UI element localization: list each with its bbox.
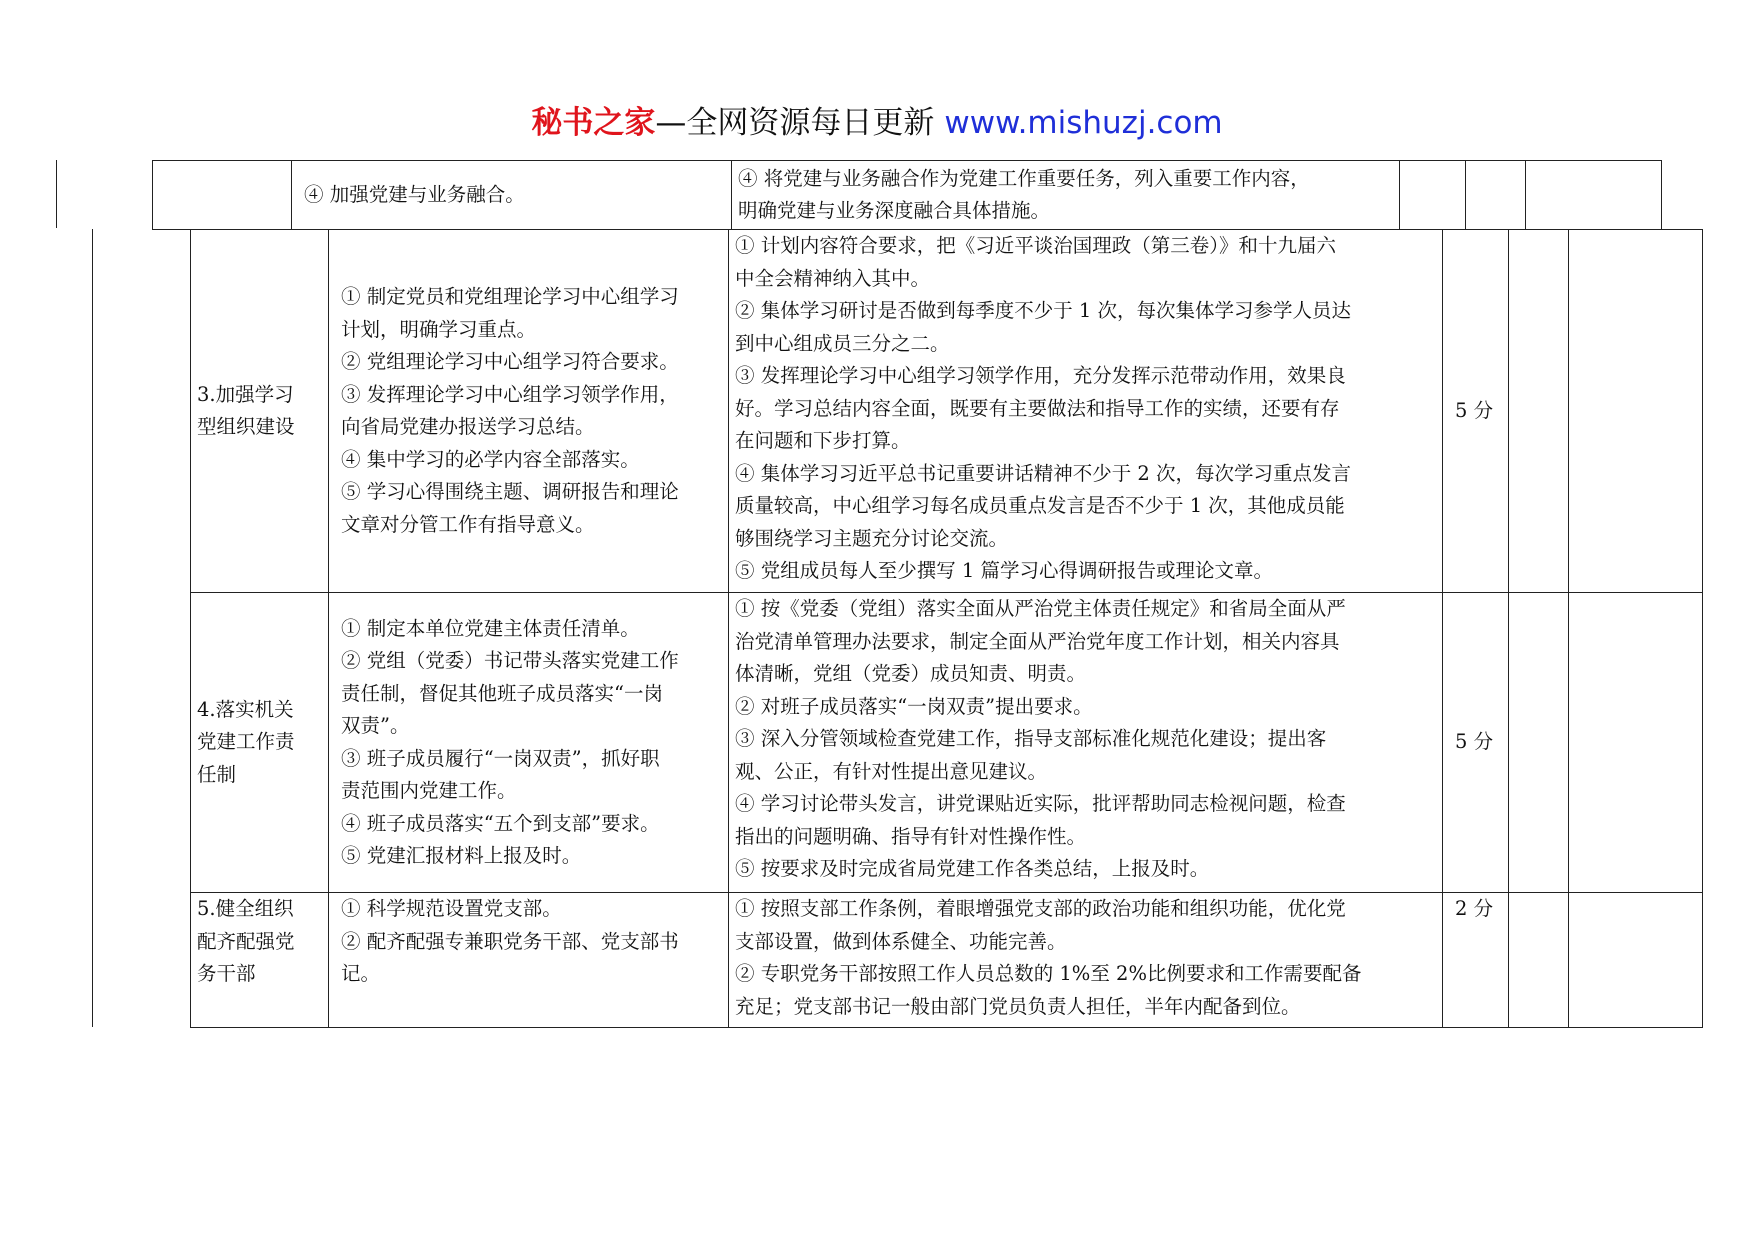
- requirement-line: ② 配齐配强专兼职党务干部、党支部书: [341, 929, 679, 953]
- requirement-line: ② 党组（党委）书记带头落实党建工作: [341, 649, 679, 672]
- requirement-line: 文章对分管工作有指导意义。: [341, 512, 595, 536]
- standard-line: ③ 深入分管领域检查党建工作，指导支部标准化规范化建设；提出客: [735, 727, 1327, 750]
- standard-line: 体清晰，党组（党委）成员知责、明责。: [735, 662, 1087, 685]
- site-header: [0, 103, 1754, 143]
- standard-line: ② 集体学习研讨是否做到每季度不少于 1 次，每次集体学习参学人员达: [735, 299, 1352, 322]
- standard-cell: [732, 161, 1400, 230]
- standard-line: ③ 发挥理论学习中心组学习领学作用，充分发挥示范带动作用，效果良: [735, 364, 1346, 387]
- standard-line: 在问题和下步打算。: [735, 429, 911, 452]
- score-cell: 5 分: [1443, 230, 1509, 593]
- standard-line: ② 对班子成员落实“一岗双责”提出要求。: [735, 694, 1093, 718]
- standard-line: 明确党建与业务深度融合具体措施。: [738, 199, 1051, 222]
- site-brand: 秘书之家: [531, 105, 656, 141]
- standard-line: 质量较高，中心组学习每名成员重点发言是否不少于 1 次，其他成员能: [735, 494, 1345, 517]
- site-tagline: —全网资源每日更新: [655, 105, 935, 141]
- self-score-cell: [1509, 230, 1569, 593]
- standard-line: 够围绕学习主题充分讨论交流。: [735, 526, 1009, 550]
- requirement-line: 责范围内党建工作。: [341, 779, 517, 802]
- standard-line: ⑤ 按要求及时完成省局党建工作各类总结，上报及时。: [735, 857, 1210, 880]
- item-line: 务干部: [197, 962, 256, 985]
- item-cell: [153, 161, 292, 230]
- item-cell: [191, 593, 329, 893]
- requirement-line: 向省局党建办报送学习总结。: [341, 415, 595, 438]
- standard-line: ④ 将党建与业务融合作为党建工作重要任务，列入重要工作内容，: [738, 166, 1310, 190]
- remark-cell: [1526, 161, 1662, 230]
- remark-cell: [1569, 230, 1703, 593]
- requirement-line: ② 党组理论学习中心组学习符合要求。: [341, 350, 679, 373]
- standard-cell: [729, 230, 1443, 593]
- self-score-cell: [1509, 593, 1569, 893]
- remark-cell: [1569, 893, 1703, 1028]
- standard-line: ② 专职党务干部按照工作人员总数的 1%至 2%比例要求和工作需要配备: [735, 962, 1362, 985]
- standard-line: 充足；党支部书记一般由部门党员负责人担任，半年内配备到位。: [735, 994, 1301, 1018]
- requirement-cell: [329, 230, 729, 593]
- requirement-line: ④ 集中学习的必学内容全部落实。: [341, 447, 640, 471]
- item-line: 配齐配强党: [197, 929, 295, 953]
- standard-line: 好。学习总结内容全面，既要有主要做法和指导工作的实绩，还要有存: [735, 396, 1340, 420]
- requirement-cell: ④ 加强党建与业务融合。: [292, 161, 732, 230]
- requirement-line: ③ 班子成员履行“一岗双责”，抓好职: [341, 746, 660, 770]
- item-line: 型组织建设: [197, 415, 295, 438]
- score-cell: 5 分: [1443, 593, 1509, 893]
- self-score-cell: [1466, 161, 1526, 230]
- requirement-line: ① 制定本单位党建主体责任清单。: [341, 616, 640, 640]
- score-cell: [1400, 161, 1466, 230]
- standard-line: ① 计划内容符合要求，把《习近平谈治国理政（第三卷）》和十九届六: [735, 234, 1336, 257]
- standard-line: ① 按照支部工作条例，着眼增强党支部的政治功能和组织功能，优化党: [735, 897, 1346, 920]
- requirement-cell: [329, 893, 729, 1028]
- item-cell: [191, 230, 329, 593]
- margin-line-lower: [92, 229, 93, 1027]
- standard-line: 支部设置，做到体系健全、功能完善。: [735, 929, 1067, 953]
- item-line: 4.落实机关: [197, 697, 294, 721]
- item-line: 3.加强学习: [197, 382, 294, 406]
- evaluation-table: [190, 229, 1703, 1028]
- requirement-line: 计划，明确学习重点。: [341, 317, 537, 341]
- requirement-cell: [329, 593, 729, 893]
- standard-cell: [729, 893, 1443, 1028]
- item-line: 5.健全组织: [197, 897, 294, 920]
- score-cell: 2 分: [1443, 893, 1509, 1028]
- requirement-line: ⑤ 党建汇报材料上报及时。: [341, 844, 582, 867]
- table-row: [191, 893, 1703, 1028]
- continuation-table: [152, 160, 1662, 230]
- remark-cell: [1569, 593, 1703, 893]
- standard-line: ④ 学习讨论带头发言，讲党课贴近实际，批评帮助同志检视问题，检查: [735, 792, 1346, 815]
- standard-line: 治党清单管理办法要求，制定全面从严治党年度工作计划，相关内容具: [735, 629, 1340, 653]
- item-line: 党建工作责: [197, 730, 295, 754]
- standard-line: ① 按《党委（党组）落实全面从严治党主体责任规定》和省局全面从严: [735, 597, 1346, 620]
- requirement-line: ③ 发挥理论学习中心组学习领学作用，: [341, 382, 679, 406]
- requirement-line: ⑤ 学习心得围绕主题、调研报告和理论: [341, 480, 679, 503]
- requirement-line: ④ 班子成员落实“五个到支部”要求。: [341, 811, 660, 835]
- self-score-cell: [1509, 893, 1569, 1028]
- standard-line: 指出的问题明确、指导有针对性操作性。: [735, 824, 1087, 848]
- item-line: 任制: [197, 762, 237, 786]
- table-row: [191, 230, 1703, 593]
- margin-line-upper: [56, 160, 57, 228]
- requirement-line: 记。: [341, 962, 381, 985]
- standard-line: 到中心组成员三分之二。: [735, 331, 950, 355]
- standard-line: ⑤ 党组成员每人至少撰写 1 篇学习心得调研报告或理论文章。: [735, 559, 1274, 582]
- item-cell: [191, 893, 329, 1028]
- standard-line: 观、公正，有针对性提出意见建议。: [735, 759, 1048, 783]
- requirement-line: 双责”。: [341, 714, 410, 737]
- standard-line: ④ 集体学习习近平总书记重要讲话精神不少于 2 次，每次学习重点发言: [735, 461, 1352, 485]
- requirement-line: 责任制，督促其他班子成员落实“一岗: [341, 681, 663, 705]
- standard-cell: [729, 593, 1443, 893]
- requirement-line: ① 制定党员和党组理论学习中心组学习: [341, 285, 679, 308]
- table-row: [191, 593, 1703, 893]
- table-row: [153, 161, 1662, 230]
- site-url[interactable]: www.mishuzj.com: [944, 105, 1223, 141]
- standard-line: 中全会精神纳入其中。: [735, 266, 931, 290]
- requirement-line: ① 科学规范设置党支部。: [341, 897, 562, 920]
